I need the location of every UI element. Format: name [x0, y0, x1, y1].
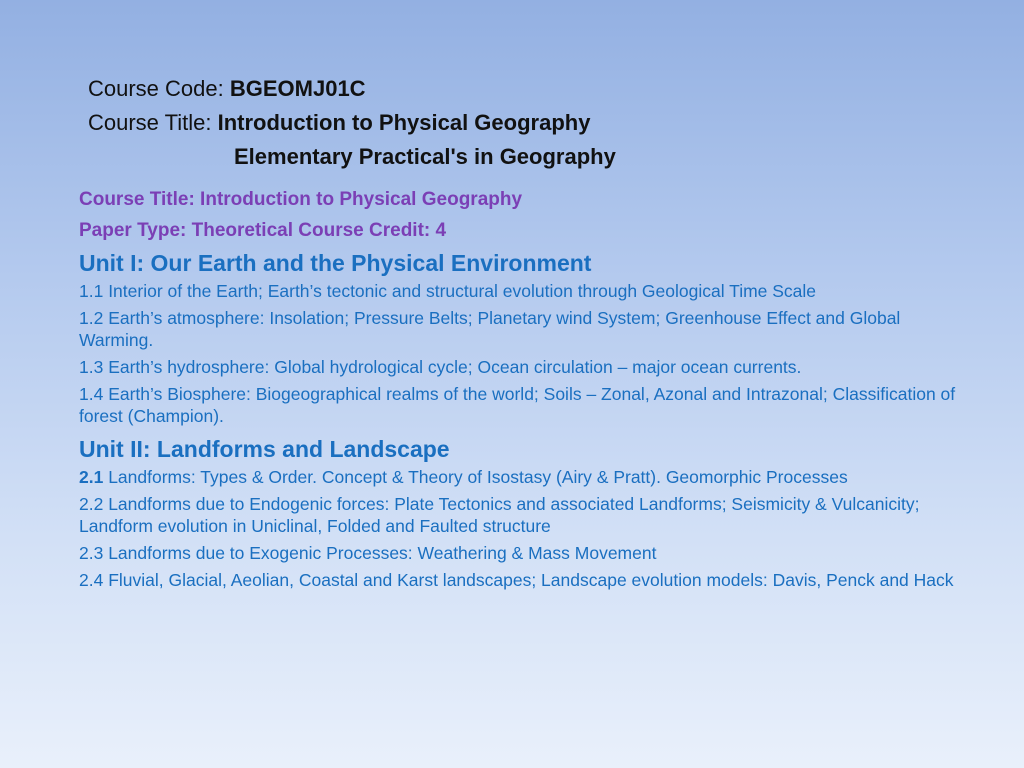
course-title-value: Introduction to Physical Geography [217, 110, 591, 135]
unit-1-item: 1.4 Earth’s Biosphere: Biogeographical realms of the world; Soils – Zonal, Azonal and Intrazonal; Classification of forest (Champion). [79, 384, 956, 426]
unit-1-heading: Unit I: Our Earth and the Physical Environment [79, 250, 592, 276]
unit-2-item [79, 466, 979, 488]
course-title-subheading: Course Title: Introduction to Physical Geography [79, 189, 523, 210]
unit-2-item-text: Landforms: Types & Order. Concept & Theory of Isostasy (Airy & Pratt). Geomorphic Processes [103, 467, 848, 487]
course-code-line [88, 72, 616, 106]
unit-1-item: 1.3 Earth’s hydrosphere: Global hydrological cycle; Ocean circulation – major ocean currents. [79, 357, 802, 377]
unit-2-item: 2.3 Landforms due to Exogenic Processes: Weathering & Mass Movement [79, 543, 657, 563]
unit-2-item: 2.4 Fluvial, Glacial, Aeolian, Coastal and Karst landscapes; Landscape evolution models: Davis, Penck and Hack [79, 570, 954, 590]
syllabus-body [79, 184, 979, 596]
course-title-value-2: Elementary Practical's in Geography [234, 144, 616, 169]
course-header [88, 72, 616, 174]
course-code-value: BGEOMJ01C [229, 76, 366, 101]
unit-2-item-number: 2.1 [79, 467, 104, 487]
unit-2-item: 2.2 Landforms due to Endogenic forces: Plate Tectonics and associated Landforms; Seismicity & Vulcanicity; Landform evolution in Uniclinal, Folded and Faulted structure [79, 494, 920, 536]
course-title-label: Course Title: [88, 110, 218, 135]
paper-type-line: Paper Type: Theoretical Course Credit: 4 [79, 220, 447, 241]
course-title-line [88, 106, 616, 140]
unit-2-heading: Unit II: Landforms and Landscape [79, 436, 450, 462]
unit-1-item: 1.2 Earth’s atmosphere: Insolation; Pressure Belts; Planetary wind System; Greenhouse Effect and Global Warming. [79, 308, 901, 350]
unit-1-item: 1.1 Interior of the Earth; Earth’s tectonic and structural evolution through Geological Time Scale [79, 281, 817, 301]
course-code-label: Course Code: [88, 76, 230, 101]
